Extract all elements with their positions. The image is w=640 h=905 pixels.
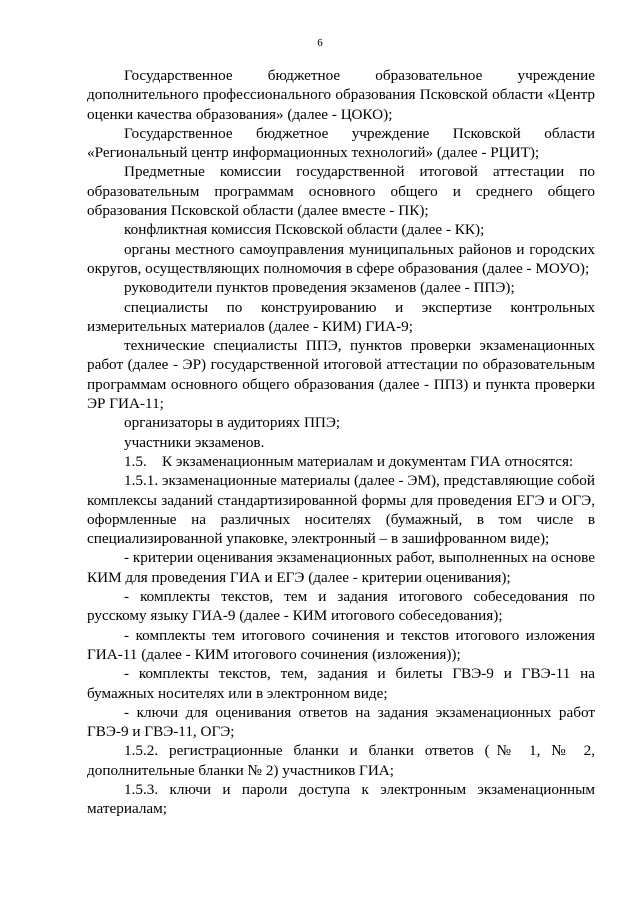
paragraph-gve-kits: - комплекты текстов, тем, задания и билеты ГВЭ-9 и ГВЭ-11 на бумажных носителях или в электронном виде; <box>87 665 595 702</box>
paragraph-kim-specialists: специалисты по конструированию и экспертизе контрольных измерительных материалов (далее - КИМ) ГИА-9; <box>87 298 595 335</box>
paragraph-section-1-5-2: 1.5.2. регистрационные бланки и бланки ответов (№ 1, № 2, дополнительные бланки № 2) участников ГИА; <box>87 742 595 779</box>
paragraph-technical-specialists: технические специалисты ППЭ, пунктов проверки экзаменационных работ (далее - ЭР) государственной итоговой аттестации по образовательным программам основного общего образования (далее - ППЗ) и пункта проверки ЭР ГИА-11; <box>87 337 595 413</box>
paragraph-section-1-5-1: 1.5.1. экзаменационные материалы (далее - ЭМ), представляющие собой комплексы заданий стандартизированной формы для проведения ЕГЭ и ОГЭ, оформленные на различных носителях (бумажный, в том числе в специализированной упаковке, электронный – в зашифрованном виде); <box>87 472 595 548</box>
paragraph-participants: участники экзаменов. <box>124 433 265 451</box>
paragraph-answer-keys: - ключи для оценивания ответов на задания экзаменационных работ ГВЭ-9 и ГВЭ-11, ОГЭ; <box>87 703 595 741</box>
paragraph-subject-commissions: Предметные комиссии государственной итоговой аттестации по образовательным программам основного общего и среднего общего образования Псковской области (далее вместе - ПК); <box>87 163 595 220</box>
paragraph-interview-kits: - комплекты текстов, тем и задания итогового собеседования по русскому языку ГИА-9 (далее - КИМ итогового собеседования); <box>87 588 595 625</box>
paragraph-essay-kits: - комплекты тем итогового сочинения и текстов итогового изложения ГИА-11 (далее - КИМ итогового сочинения (изложения)); <box>87 626 595 663</box>
paragraph-coko: Государственное бюджетное образовательное учреждение дополнительного профессионального образования Псковской области «Центр оценки качества образования» (далее - ЦОКО); <box>87 67 595 123</box>
page-number: 6 <box>317 37 323 49</box>
paragraph-organizers: организаторы в аудиториях ППЭ; <box>124 414 341 432</box>
paragraph-section-1-5-3: 1.5.3. ключи и пароли доступа к электронным экзаменационным материалам; <box>87 780 595 818</box>
paragraph-rcit: Государственное бюджетное учреждение Псковской области «Региональный центр информационных технологий» (далее - РЦИТ); <box>87 124 595 162</box>
document-body <box>87 66 595 819</box>
paragraph-section-1-5: 1.5. К экзаменационным материалам и документам ГИА относятся: <box>124 452 574 470</box>
paragraph-evaluation-criteria: - критерии оценивания экзаменационных работ, выполненных на основе КИМ для проведения ГИА и ЕГЭ (далее - критерии оценивания); <box>87 549 595 586</box>
paragraph-conflict-commission: конфликтная комиссия Псковской области (далее - КК); <box>124 221 485 239</box>
paragraph-ppe-heads: руководители пунктов проведения экзаменов (далее - ППЭ); <box>124 279 515 297</box>
paragraph-mouo: органы местного самоуправления муниципальных районов и городских округов, осуществляющих полномочия в сфере образования (далее - МОУО); <box>87 240 595 277</box>
